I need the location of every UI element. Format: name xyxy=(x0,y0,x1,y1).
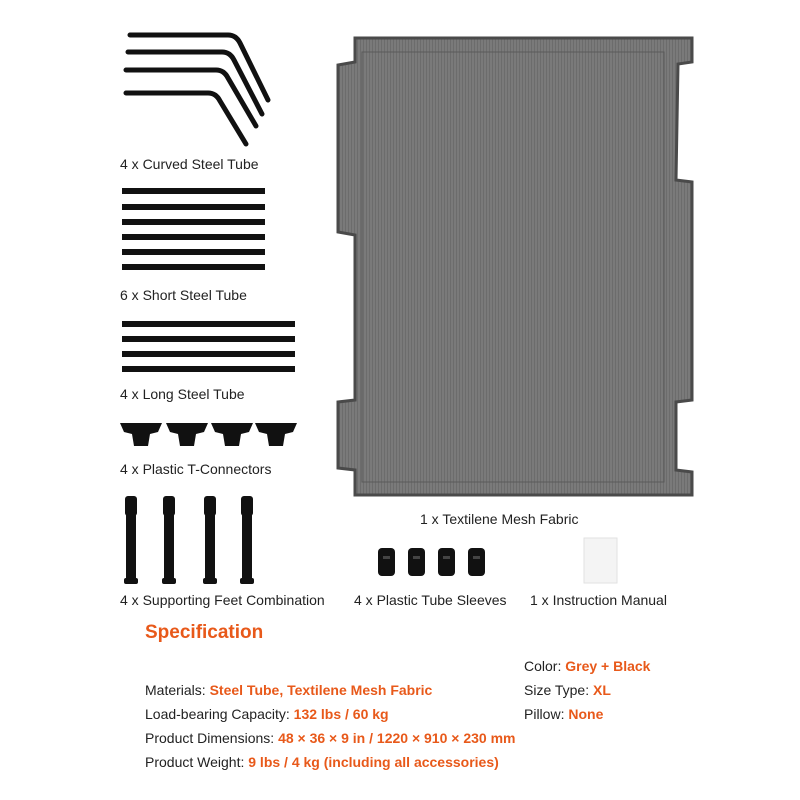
sleeves-label: 4 x Plastic Tube Sleeves xyxy=(354,592,507,608)
spec-color-label: Color: xyxy=(524,658,566,674)
spec-size-label: Size Type: xyxy=(524,682,594,698)
manual-label: 1 x Instruction Manual xyxy=(530,592,667,608)
spec-weight xyxy=(145,754,499,770)
spec-pillow-value: None xyxy=(568,706,604,722)
spec-capacity xyxy=(145,706,389,722)
spec-weight-label: Product Weight: xyxy=(145,754,249,770)
t-connectors-label: 4 x Plastic T-Connectors xyxy=(120,461,272,477)
spec-dimensions-value: 48 × 36 × 9 in / 1220 × 910 × 230 mm xyxy=(278,730,516,746)
spec-weight-value: 9 lbs / 4 kg (including all accessories) xyxy=(248,754,499,770)
mesh-label: 1 x Textilene Mesh Fabric xyxy=(420,511,579,527)
spec-materials xyxy=(145,682,432,698)
specification-title: Specification xyxy=(145,622,264,643)
spec-materials-label: Materials: xyxy=(145,682,210,698)
spec-size xyxy=(524,682,611,698)
spec-dimensions xyxy=(145,730,515,746)
long-tube-label: 4 x Long Steel Tube xyxy=(120,386,245,402)
spec-color xyxy=(524,658,650,674)
curved-tube-label: 4 x Curved Steel Tube xyxy=(120,156,259,172)
spec-materials-value: Steel Tube, Textilene Mesh Fabric xyxy=(209,682,433,698)
spec-dimensions-label: Product Dimensions: xyxy=(145,730,279,746)
spec-pillow-label: Pillow: xyxy=(524,706,569,722)
spec-pillow xyxy=(524,706,603,722)
feet-label: 4 x Supporting Feet Combination xyxy=(120,592,325,608)
spec-size-value: XL xyxy=(593,682,611,698)
spec-capacity-label: Load-bearing Capacity: xyxy=(145,706,294,722)
spec-capacity-value: 132 lbs / 60 kg xyxy=(293,706,389,722)
spec-color-value: Grey + Black xyxy=(565,658,651,674)
short-tube-label: 6 x Short Steel Tube xyxy=(120,287,247,303)
